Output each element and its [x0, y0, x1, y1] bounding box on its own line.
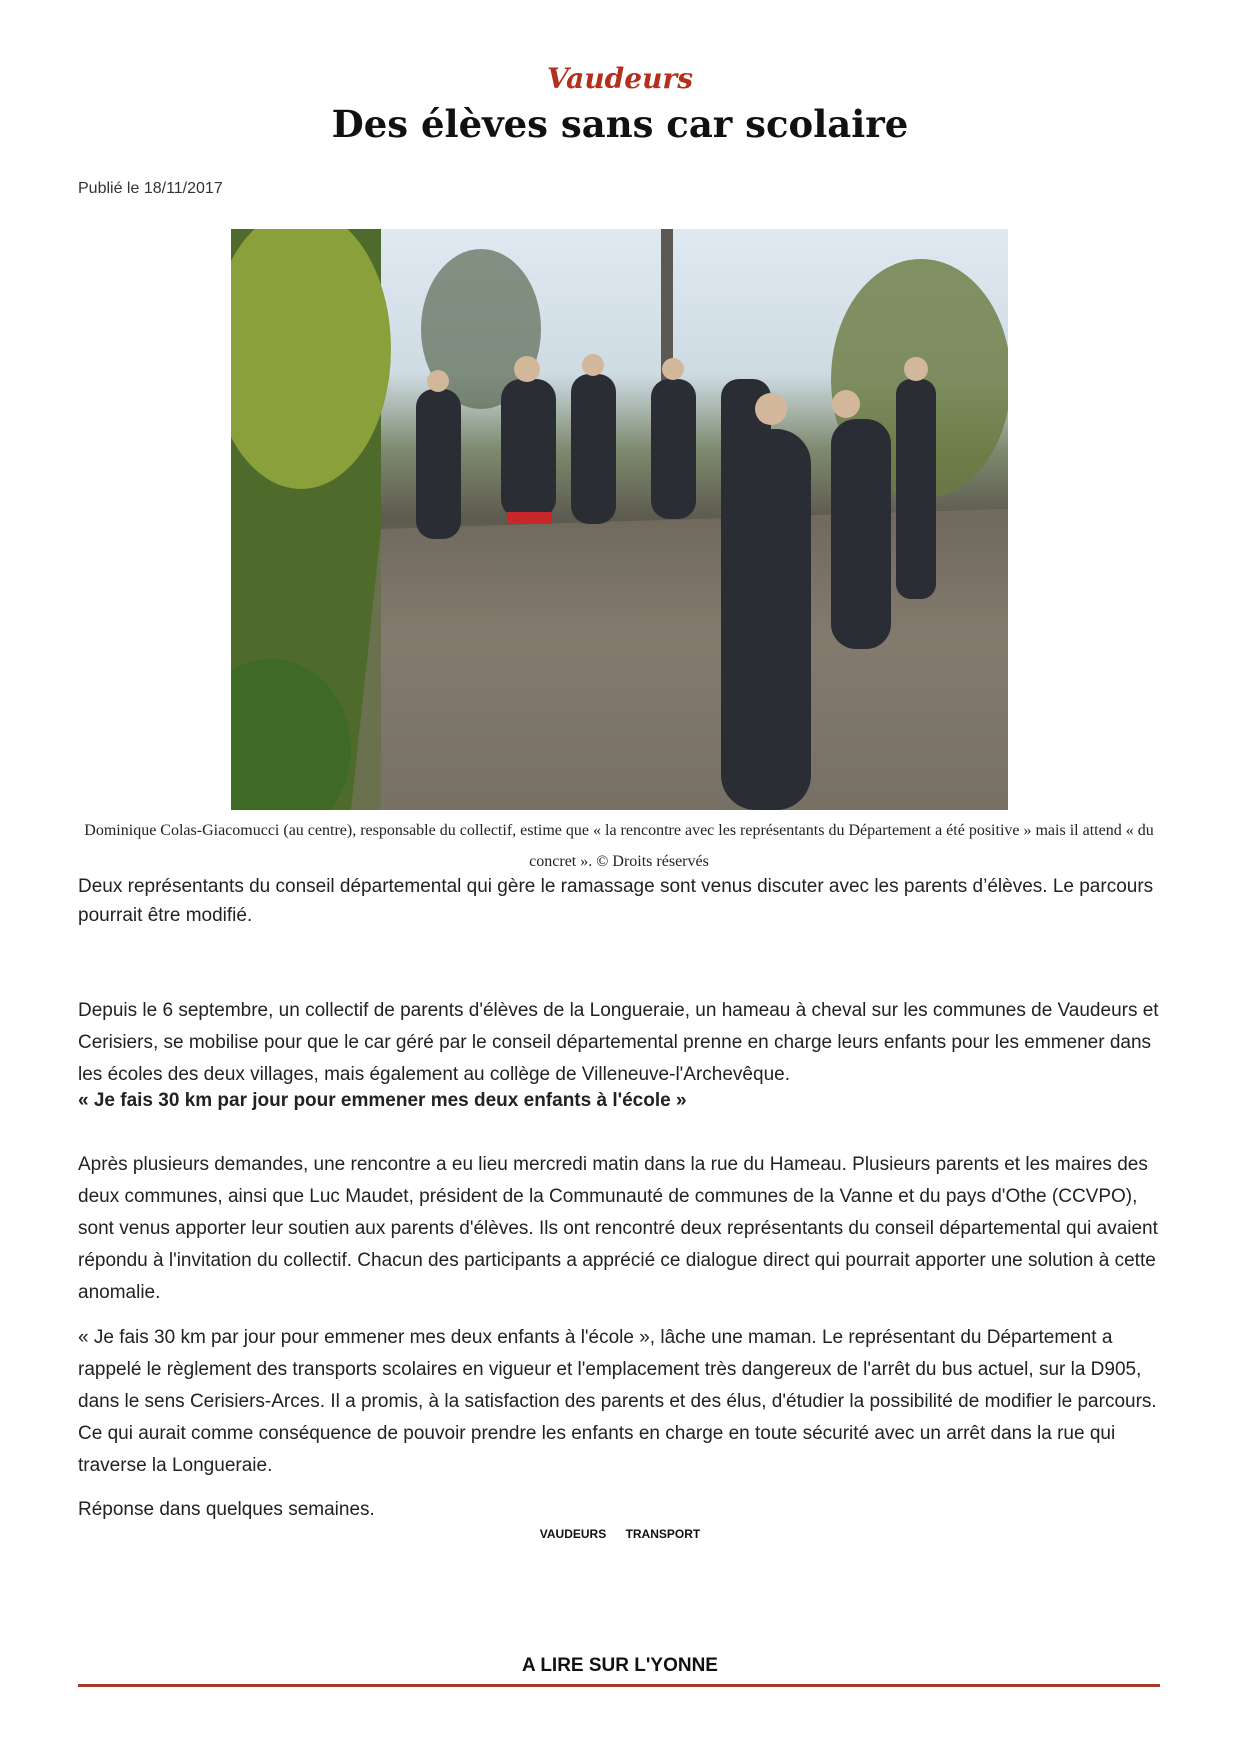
article-title: Des élèves sans car scolaire — [331, 102, 909, 146]
photo-caption: Dominique Colas-Giacomucci (au centre), responsable du collectif, estime que « la rencontre avec les représentants du Département a été positive » mais il attend « du concret ». © Droits réservés — [84, 822, 1154, 870]
article-photo — [231, 229, 1008, 810]
article-kicker[interactable]: Vaudeurs — [547, 62, 693, 95]
tag-list — [0, 1527, 1240, 1541]
article-paragraph: Depuis le 6 septembre, un collectif de parents d'élèves de la Longueraie, un hameau à cheval sur les communes de Vaudeurs et Cerisiers, se mobilise pour que le car géré par le conseil départemental prenne en charge leurs enfants pour les emmener dans les écoles des deux villages, mais également au collège de Villeneuve-l'Archevêque. — [78, 1000, 1159, 1085]
article-subheading: « Je fais 30 km par jour pour emmener mes deux enfants à l'école » — [78, 1090, 687, 1111]
photo-group-of-people — [231, 229, 1008, 810]
section-divider — [78, 1684, 1160, 1687]
article-paragraph: Après plusieurs demandes, une rencontre a eu lieu mercredi matin dans la rue du Hameau. Plusieurs parents et les maires des deux communes, ainsi que Luc Maudet, président de la Communauté de communes de la Vanne et du pays d'Othe (CCVPO), sont venus apporter leur soutien aux parents d'élèves. Ils ont rencontré deux représentants du conseil départemental qui avaient répondu à l'invitation du collectif. Chacun des participants a apprécié ce dialogue direct qui pourrait apporter une solution à cette anomalie. — [78, 1154, 1158, 1303]
tag-vaudeurs[interactable]: VAUDEURS — [539, 1527, 607, 1541]
tag-transport[interactable]: TRANSPORT — [625, 1527, 701, 1541]
article-paragraph: Réponse dans quelques semaines. — [78, 1499, 375, 1520]
article-lead: Deux représentants du conseil départemental qui gère le ramassage sont venus discuter avec les parents d’élèves. Le parcours pourrait être modifié. — [78, 876, 1154, 926]
publish-date: Publié le 18/11/2017 — [78, 180, 223, 197]
related-heading: A LIRE SUR L'YONNE — [522, 1655, 718, 1676]
article-paragraph: « Je fais 30 km par jour pour emmener mes deux enfants à l'école », lâche une maman. Le représentant du Département a rappelé le règlement des transports scolaires en vigueur et l'emplacement très dangereux de l'arrêt du bus actuel, sur la D905, dans le sens Cerisiers-Arces. Il a promis, à la satisfaction des parents et des élus, d'étudier la possibilité de modifier le parcours. Ce qui aurait comme conséquence de pouvoir prendre les enfants en charge en toute sécurité avec un arrêt dans la rue qui traverse la Longueraie. — [78, 1327, 1157, 1476]
